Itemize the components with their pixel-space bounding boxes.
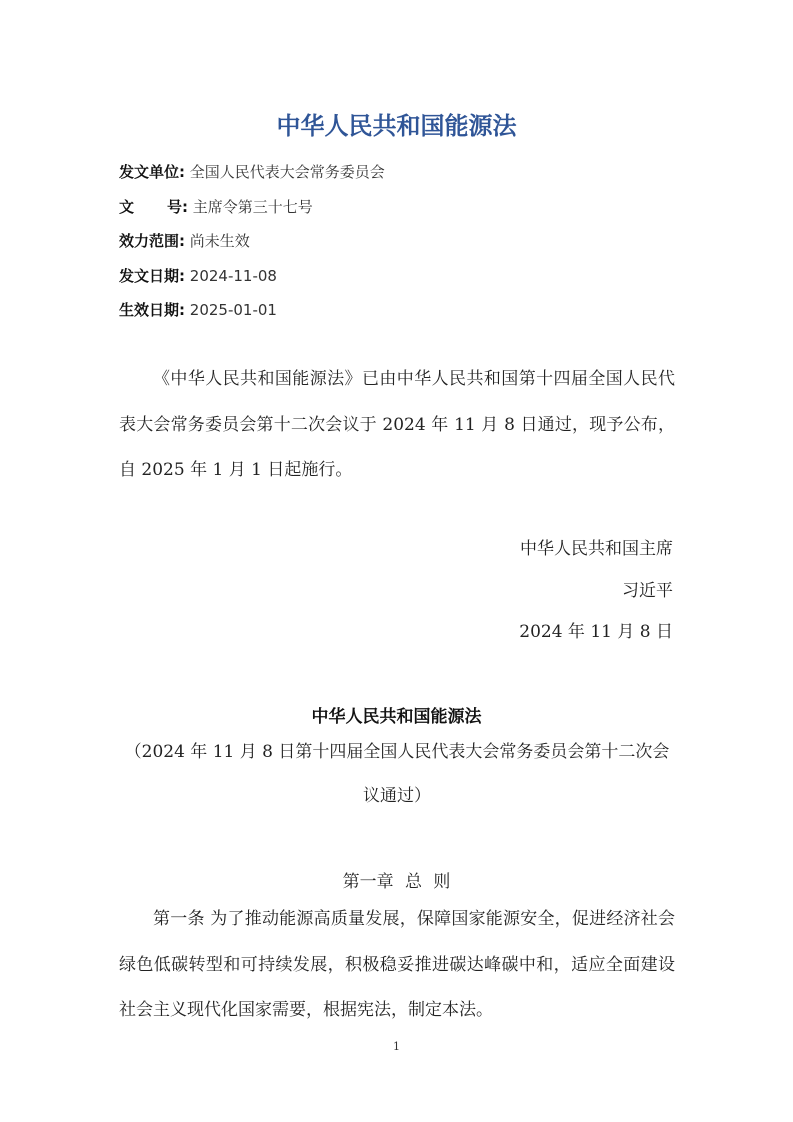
meta-issue-date [119, 265, 277, 286]
meta-scope [119, 230, 250, 251]
meta-issue-date-value: 2024-11-08 [189, 267, 277, 285]
signature-position: 中华人民共和国主席 [520, 539, 673, 559]
announcement-paragraph [119, 357, 675, 494]
signature-name: 习近平 [622, 581, 673, 601]
meta-scope-value: 尚未生效 [189, 232, 250, 250]
meta-effective-date-label: 生效日期: [119, 301, 185, 319]
law-title: 中华人民共和国能源法 [311, 707, 482, 727]
meta-number [119, 196, 313, 217]
meta-issuer-label: 发文单位: [119, 163, 185, 181]
meta-effective-date-value: 2025-01-01 [189, 301, 277, 319]
article-1-paragraph [119, 897, 675, 1034]
article-1-text: 第一条 为了推动能源高质量发展，保障国家能源安全，促进经济社会绿色低碳转型和可持续发展，积极稳妥推进碳达峰碳中和，适应全面建设社会主义现代化国家需要，根据宪法，制定本法。 [119, 909, 675, 1020]
adoption-note: （2024 年 11 月 8 日第十四届全国人民代表大会常务委员会第十二次会议通过） [124, 742, 670, 806]
document-title: 中华人民共和国能源法 [276, 112, 517, 140]
meta-issuer [119, 161, 385, 182]
signature-date: 2024 年 11 月 8 日 [519, 622, 673, 642]
meta-number-value: 主席令第三十七号 [192, 198, 313, 216]
announcement-text: 《中华人民共和国能源法》已由中华人民共和国第十四届全国人民代表大会常务委员会第十二次会议于 2024 年 11 月 8 日通过，现予公布，自 2025 年 1 月 1 日起施行。 [119, 369, 675, 480]
page-number: 1 [393, 1040, 400, 1053]
meta-scope-label: 效力范围: [119, 232, 185, 250]
meta-issue-date-label: 发文日期: [119, 267, 185, 285]
meta-number-label-1: 文 [119, 198, 135, 216]
chapter-heading: 第一章 总 则 [342, 872, 451, 892]
meta-issuer-value: 全国人民代表大会常务委员会 [189, 163, 385, 181]
meta-effective-date [119, 299, 277, 320]
meta-number-label-2: 号: [167, 198, 188, 216]
